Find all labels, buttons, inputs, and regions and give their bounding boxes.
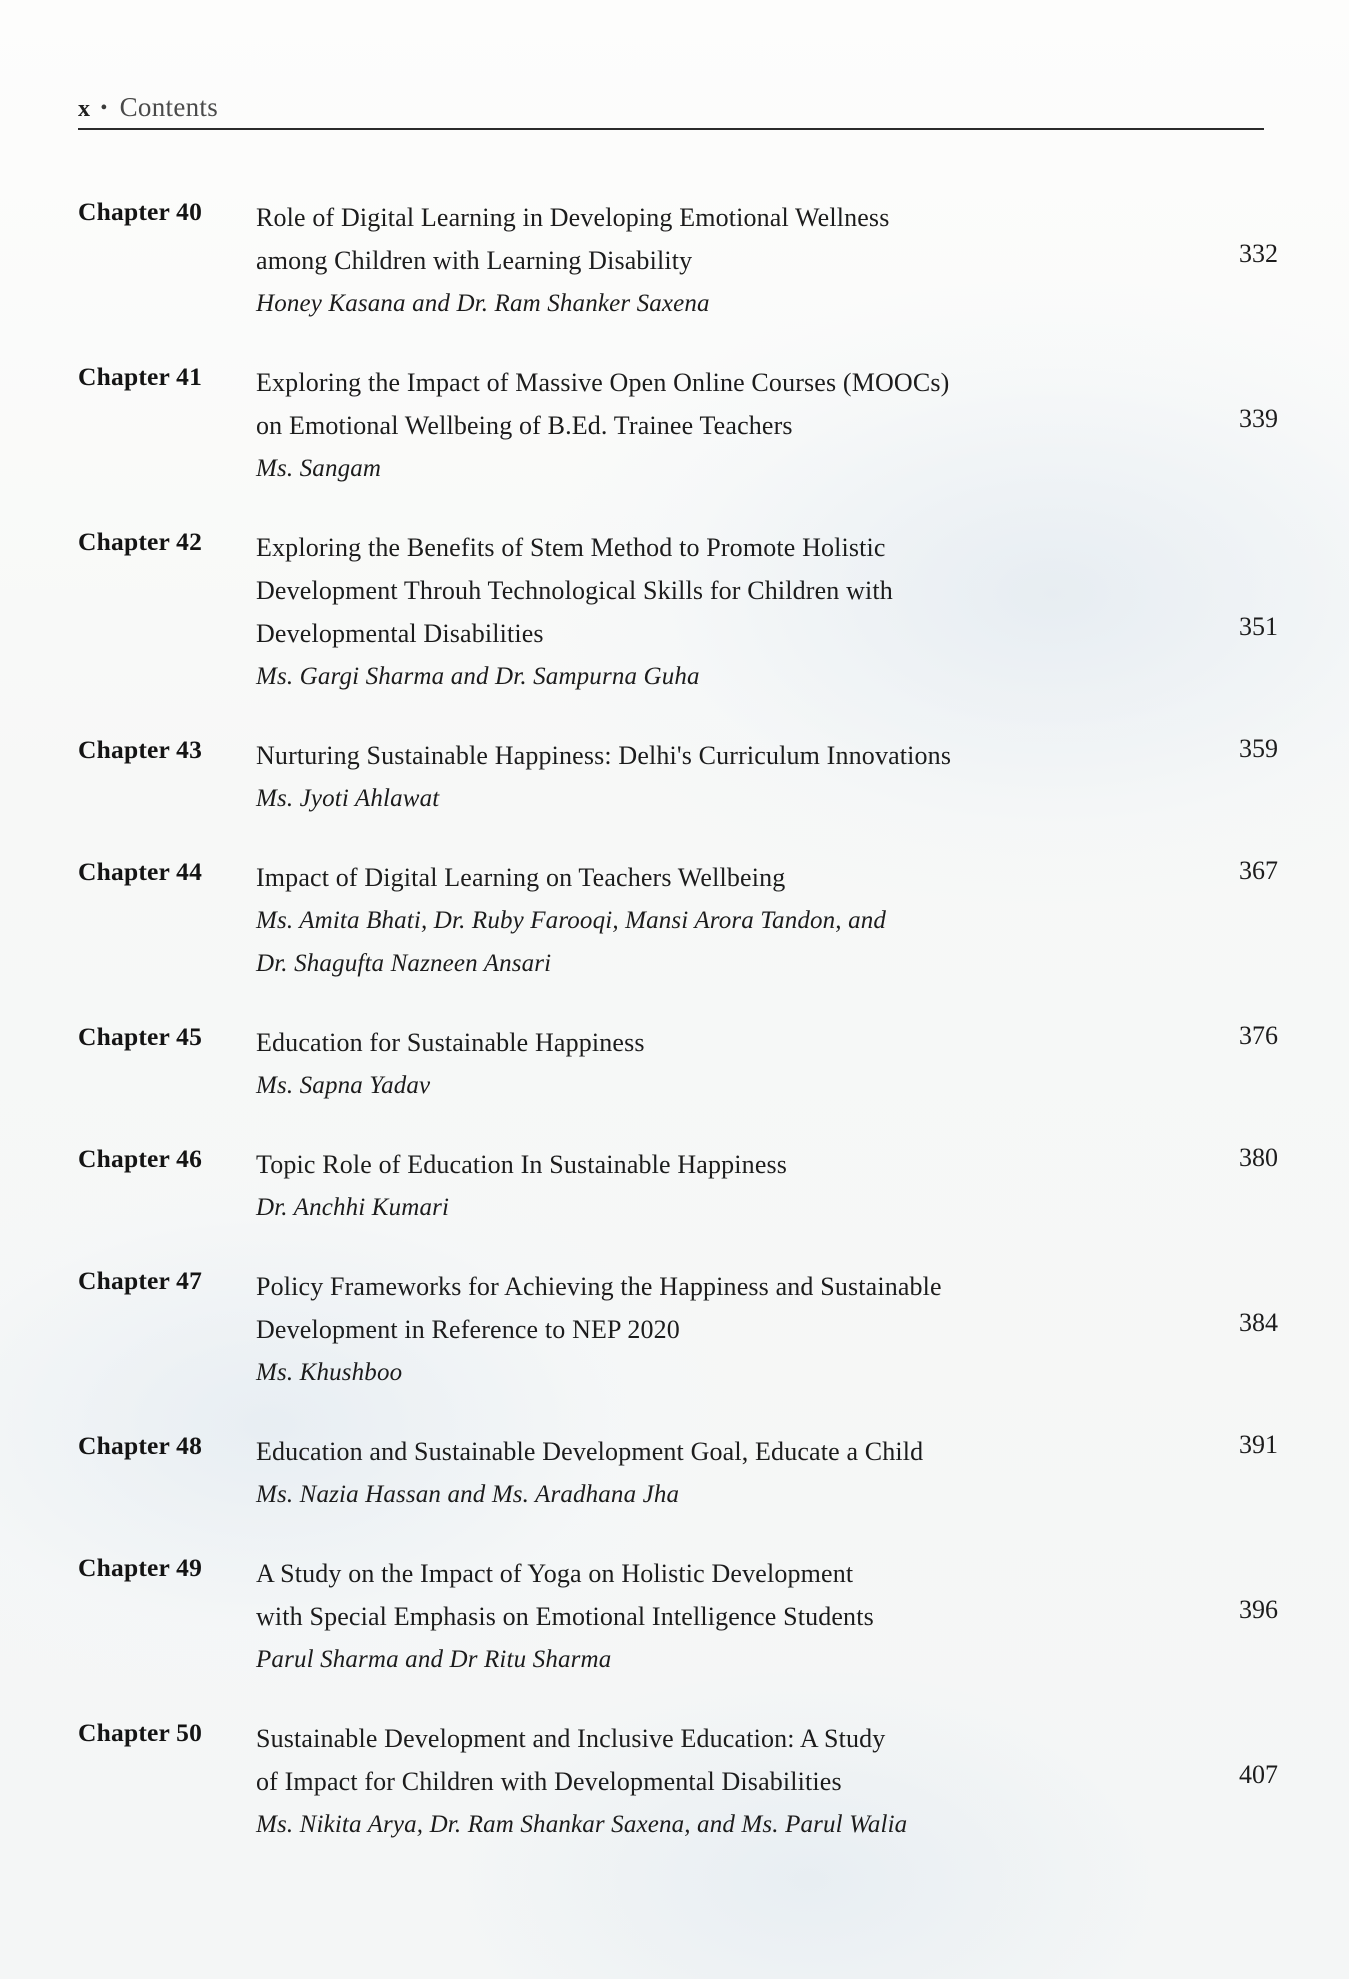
toc-entry-title-line: Exploring the Benefits of Stem Method to Promote Holistic: [256, 533, 886, 562]
toc-entry-lines: [256, 1265, 1278, 1394]
toc-chapter-label: Chapter 42: [78, 527, 203, 556]
toc-entry-title-line: Development in Reference to NEP 2020: [256, 1315, 680, 1344]
table-of-contents: [78, 196, 1278, 1882]
toc-entry[interactable]: [78, 361, 1278, 490]
toc-entry-title-line: Policy Frameworks for Achieving the Happiness and Sustainable: [256, 1272, 942, 1301]
toc-entry-body: [256, 361, 1278, 490]
toc-entry-lines: [256, 196, 1278, 325]
toc-entry[interactable]: [78, 1265, 1278, 1394]
toc-entry-lines: [256, 1143, 1278, 1229]
toc-chapter-label: Chapter 44: [78, 857, 203, 886]
toc-entry[interactable]: [78, 196, 1278, 325]
toc-entry-body: [256, 1021, 1278, 1107]
folio-separator: •: [100, 97, 108, 119]
toc-entry-lines: [256, 1717, 1278, 1846]
toc-entry-body: [256, 734, 1278, 820]
toc-entry-title-line: with Special Emphasis on Emotional Intelligence Students: [256, 1602, 874, 1631]
toc-entry[interactable]: [78, 856, 1278, 985]
toc-entry-authors: Ms. Nikita Arya, Dr. Ram Shankar Saxena, and Ms. Parul Walia: [256, 1811, 908, 1838]
toc-entry-page-number: 391: [1239, 1430, 1278, 1459]
toc-entry-lines: [256, 526, 1278, 698]
section-title: Contents: [119, 92, 219, 122]
toc-entry-body: [256, 196, 1278, 325]
toc-entry-title-line: Topic Role of Education In Sustainable Happiness: [256, 1150, 788, 1179]
toc-entry-authors: Ms. Jyoti Ahlawat: [256, 785, 440, 812]
toc-entry-body: [256, 1717, 1278, 1846]
toc-entry-title-line: on Emotional Wellbeing of B.Ed. Trainee Teachers: [256, 411, 793, 440]
toc-entry-title-line: Impact of Digital Learning on Teachers Wellbeing: [256, 863, 786, 892]
toc-entry-title-line: Education for Sustainable Happiness: [256, 1028, 645, 1057]
toc-entry-title-line: Sustainable Development and Inclusive Education: A Study: [256, 1724, 886, 1753]
toc-entry-title-line: among Children with Learning Disability: [256, 246, 693, 275]
toc-entry-title-line: Development Throuh Technological Skills for Children with: [256, 576, 893, 605]
toc-entry-authors: Dr. Anchhi Kumari: [256, 1194, 450, 1221]
toc-entry-page-number: 380: [1239, 1143, 1278, 1172]
toc-entry-page-number: 339: [1239, 404, 1278, 433]
toc-entry-authors: Dr. Shagufta Nazneen Ansari: [256, 950, 552, 977]
toc-entry-lines: [256, 734, 1278, 820]
toc-entry-title-line: A Study on the Impact of Yoga on Holistic Development: [256, 1559, 854, 1588]
toc-entry[interactable]: [78, 1430, 1278, 1516]
toc-entry-page-number: 359: [1239, 734, 1278, 763]
toc-entry-lines: [256, 1021, 1278, 1107]
toc-chapter-label: Chapter 47: [78, 1266, 203, 1295]
toc-entry-authors: Ms. Amita Bhati, Dr. Ruby Farooqi, Mansi Arora Tandon, and: [256, 907, 887, 934]
running-head: [78, 92, 1271, 123]
toc-chapter-label: Chapter 46: [78, 1144, 203, 1173]
toc-entry-body: [256, 526, 1278, 698]
toc-entry-page-number: 367: [1239, 856, 1278, 885]
toc-entry-title-line: Nurturing Sustainable Happiness: Delhi's Curriculum Innovations: [256, 741, 952, 770]
toc-entry[interactable]: [78, 1021, 1278, 1107]
toc-entry[interactable]: [78, 734, 1278, 820]
toc-entry-lines: [256, 1552, 1278, 1681]
toc-chapter-label: Chapter 40: [78, 197, 203, 226]
toc-entry-authors: Ms. Gargi Sharma and Dr. Sampurna Guha: [256, 663, 700, 690]
toc-chapter-label: Chapter 45: [78, 1022, 203, 1051]
toc-entry-page-number: 396: [1239, 1595, 1278, 1624]
toc-entry-body: [256, 1552, 1278, 1681]
toc-entry-body: [256, 1143, 1278, 1229]
toc-entry-title-line: Exploring the Impact of Massive Open Online Courses (MOOCs): [256, 368, 950, 397]
toc-entry-title-line: Developmental Disabilities: [256, 619, 544, 648]
toc-entry-authors: Ms. Nazia Hassan and Ms. Aradhana Jha: [256, 1481, 680, 1508]
header-rule: [78, 128, 1264, 130]
toc-entry[interactable]: [78, 1143, 1278, 1229]
toc-chapter-label: Chapter 41: [78, 362, 203, 391]
toc-chapter-label: Chapter 43: [78, 735, 203, 764]
toc-entry-lines: [256, 856, 1278, 985]
toc-entry-lines: [256, 1430, 1278, 1516]
toc-entry-authors: Ms. Khushboo: [256, 1359, 403, 1386]
toc-entry-authors: Parul Sharma and Dr Ritu Sharma: [256, 1646, 612, 1673]
toc-entry-body: [256, 1265, 1278, 1394]
toc-entry-title-line: of Impact for Children with Developmental Disabilities: [256, 1767, 842, 1796]
toc-entry-authors: Honey Kasana and Dr. Ram Shanker Saxena: [256, 290, 710, 317]
toc-chapter-label: Chapter 49: [78, 1553, 203, 1582]
toc-entry-body: [256, 1430, 1278, 1516]
toc-entry-page-number: 376: [1239, 1021, 1278, 1050]
toc-entry-title-line: Education and Sustainable Development Goal, Educate a Child: [256, 1437, 924, 1466]
toc-entry[interactable]: [78, 1552, 1278, 1681]
toc-entry-page-number: 407: [1239, 1760, 1278, 1789]
toc-chapter-label: Chapter 48: [78, 1431, 203, 1460]
toc-entry[interactable]: [78, 526, 1278, 698]
page-folio: x: [78, 96, 91, 122]
toc-entry[interactable]: [78, 1717, 1278, 1846]
toc-entry-authors: Ms. Sangam: [256, 455, 382, 482]
toc-entry-page-number: 351: [1239, 612, 1278, 641]
toc-entry-page-number: 384: [1239, 1308, 1278, 1337]
toc-entry-page-number: 332: [1239, 239, 1278, 268]
toc-entry-body: [256, 856, 1278, 985]
toc-entry-title-line: Role of Digital Learning in Developing Emotional Wellness: [256, 203, 890, 232]
toc-entry-lines: [256, 361, 1278, 490]
toc-chapter-label: Chapter 50: [78, 1718, 203, 1747]
toc-entry-authors: Ms. Sapna Yadav: [256, 1072, 431, 1099]
